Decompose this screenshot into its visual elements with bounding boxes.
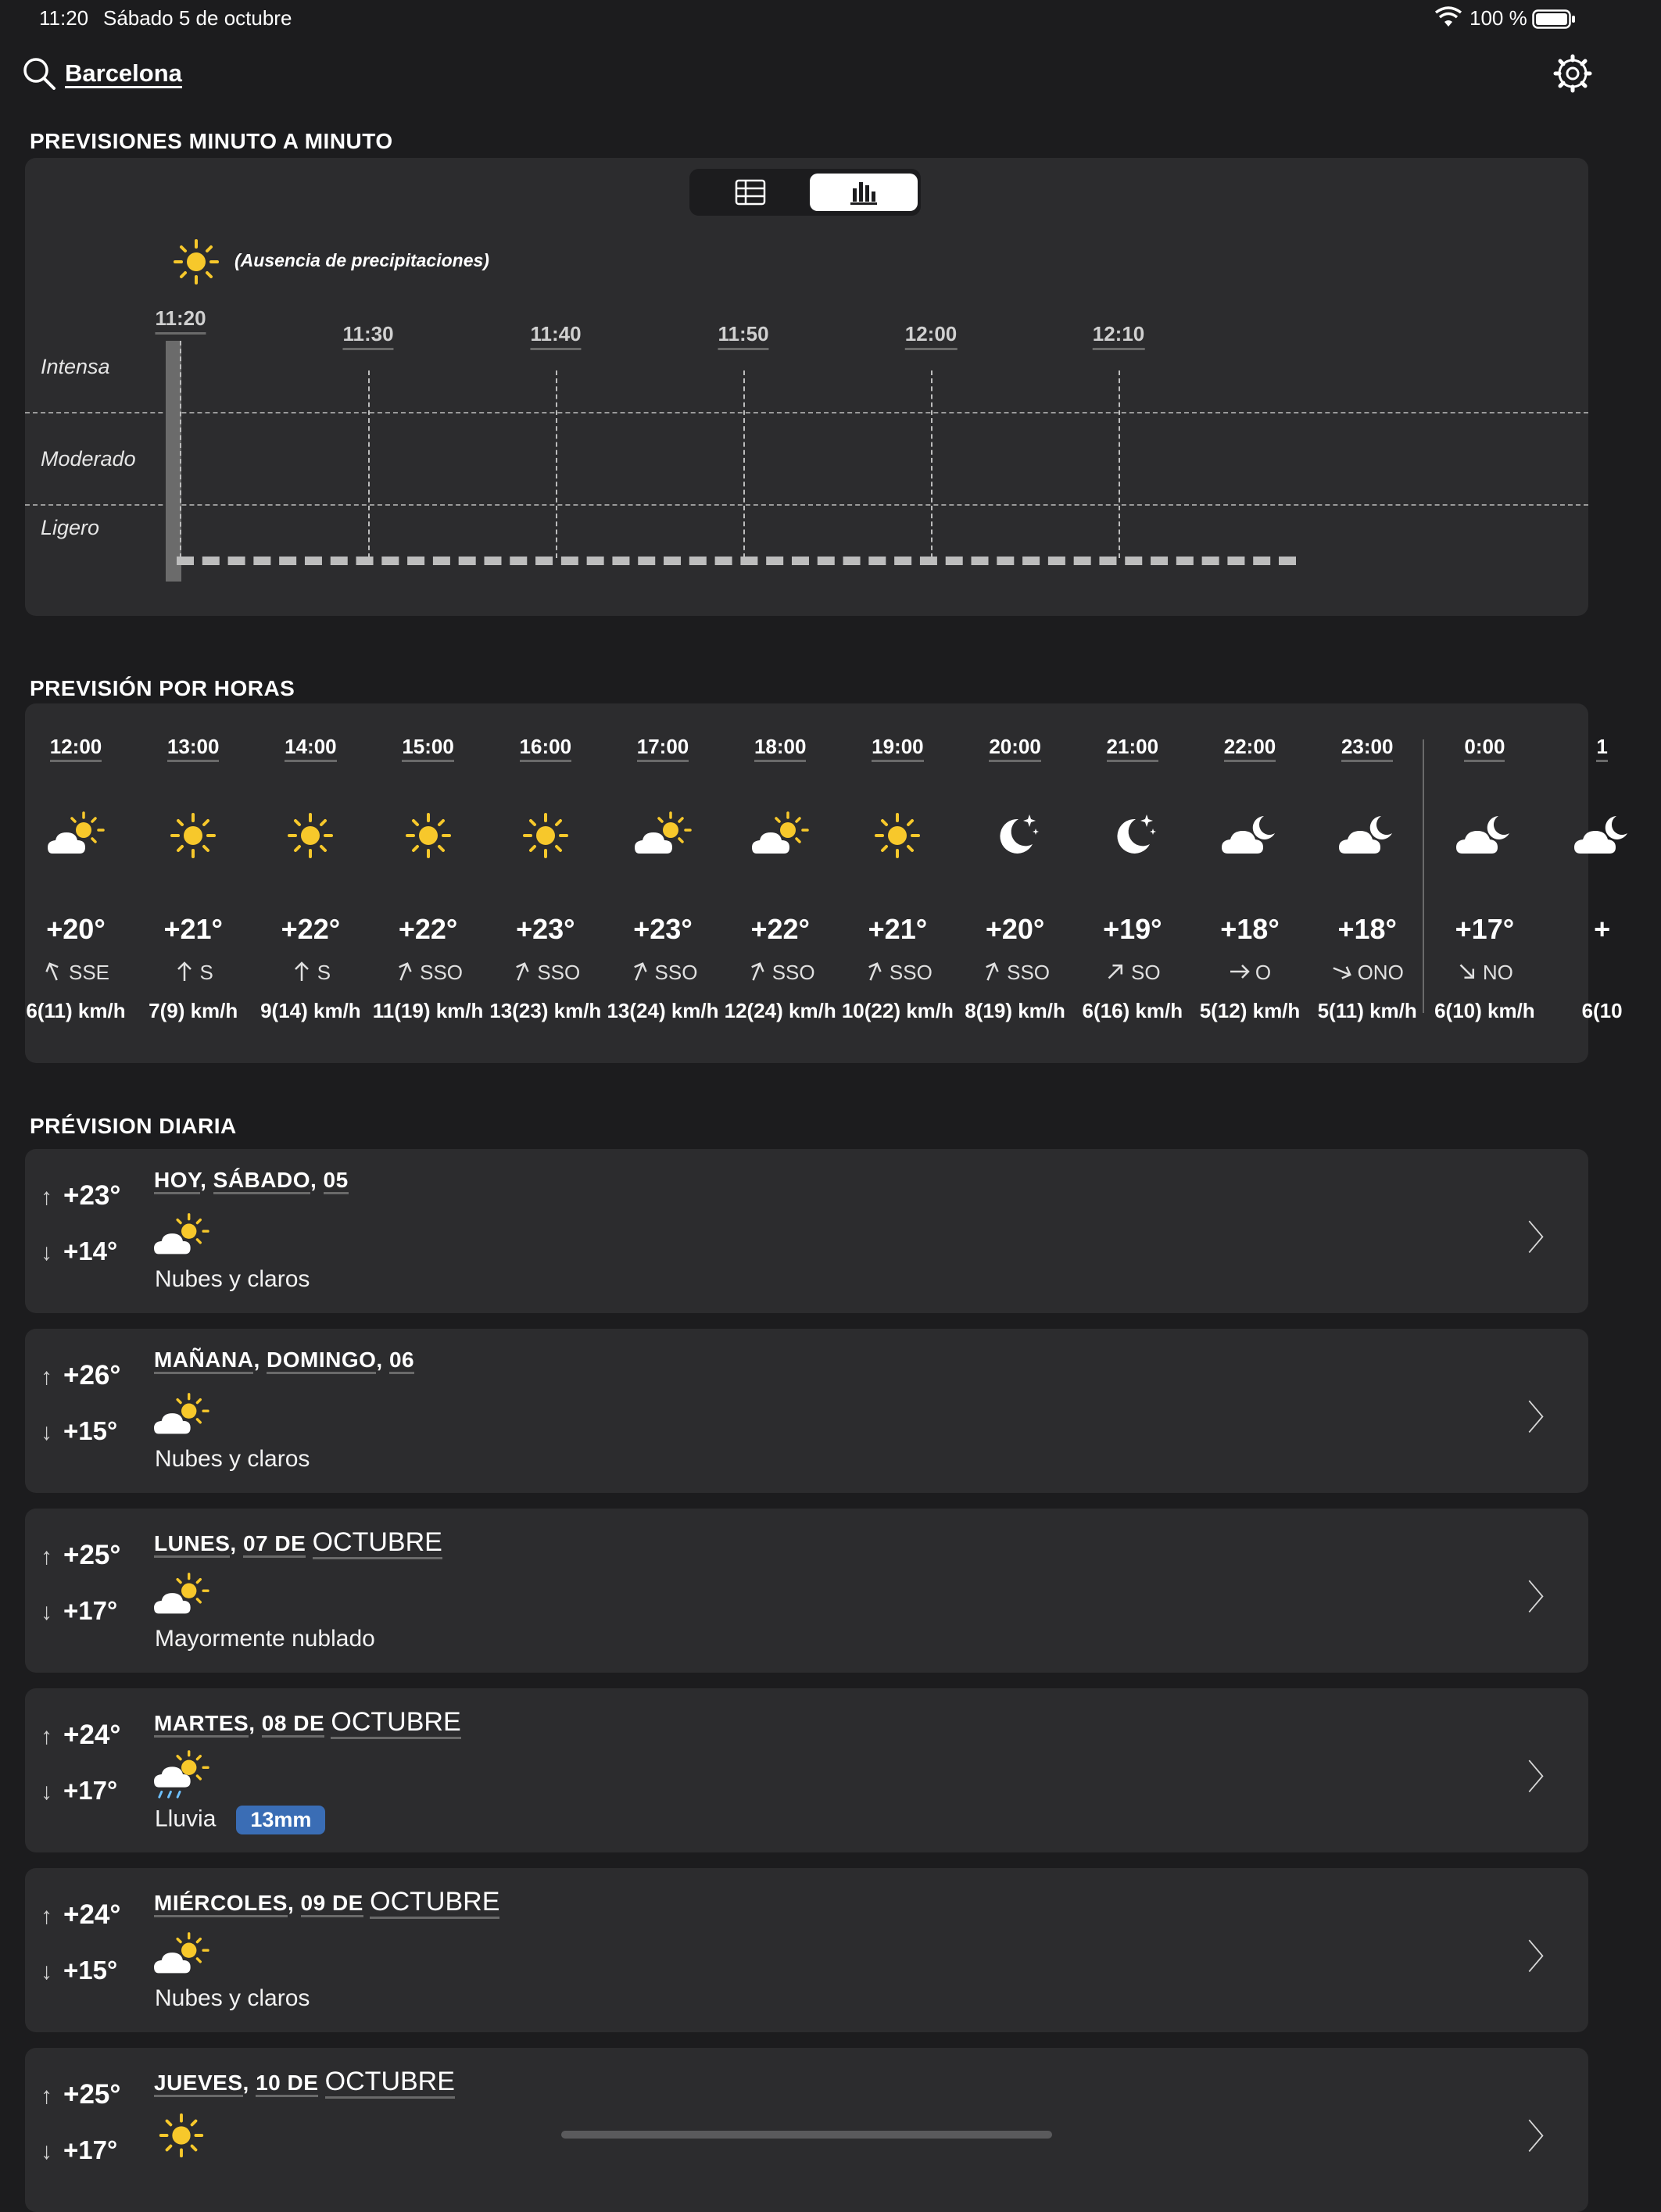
hour-temp: +22°	[398, 913, 458, 945]
hour-item	[1426, 735, 1543, 1022]
hour-temp: +20°	[46, 913, 106, 945]
weather-description: Mayormente nublado	[155, 1626, 375, 1652]
arrow-down-icon: ↓	[41, 1419, 52, 1445]
arrow-up-icon: ↑	[41, 1544, 52, 1570]
hour-time: 17:00	[637, 735, 689, 762]
hour-item	[1074, 735, 1191, 1022]
current-time-label: 11:20	[155, 306, 206, 335]
max-temp: ↑ +26°	[41, 1360, 121, 1391]
wind-arrow-icon	[393, 960, 415, 983]
wind-speed: 6(11) km/h	[26, 999, 126, 1022]
time-label: 11:30	[342, 322, 393, 350]
daily-forecast-row[interactable]	[25, 1329, 1588, 1493]
hour-temp: +17°	[1455, 913, 1515, 945]
hour-item	[957, 735, 1074, 1022]
min-temp: ↓ +15°	[41, 1956, 118, 1985]
date-label: 10 DE	[256, 2071, 318, 2097]
arrow-down-icon: ↓	[41, 2139, 52, 2164]
arrow-up-icon: ↑	[41, 1184, 52, 1210]
cloudy-night-icon	[1336, 808, 1398, 863]
wind-arrow-icon	[510, 960, 532, 983]
hour-item	[17, 735, 134, 1022]
min-temp: ↓ +17°	[41, 2135, 118, 2164]
wind-arrow-icon	[980, 960, 1002, 983]
day-label: MIÉRCOLES	[154, 1891, 288, 1917]
wind-speed: 10(22) km/h	[841, 999, 954, 1022]
time-label: 11:50	[718, 322, 768, 350]
hourly-section-title: PREVISIÓN POR HORAS	[30, 676, 295, 700]
hour-item	[487, 735, 604, 1022]
current-time-indicator	[166, 341, 181, 582]
hour-item	[134, 735, 252, 1022]
time-label: 12:00	[905, 322, 958, 350]
wind-arrow-icon	[1104, 960, 1126, 983]
arrow-down-icon: ↓	[41, 1959, 52, 1985]
hour-item	[604, 735, 721, 1022]
min-temp: ↓ +17°	[41, 1596, 118, 1625]
date-label: SÁBADO	[213, 1168, 310, 1194]
precipitation-note: (Ausencia de precipitaciones)	[234, 250, 489, 270]
wind-direction: S	[252, 960, 369, 985]
daily-section-title: PRÉVISION DIARIA	[30, 1114, 237, 1138]
day-number: 05	[324, 1168, 349, 1194]
moon-stars-icon	[984, 808, 1047, 863]
hour-time: 1	[1596, 735, 1607, 762]
hour-item	[252, 735, 369, 1022]
hour-item	[721, 735, 839, 1022]
arrow-up-icon: ↑	[41, 1903, 52, 1929]
weather-description: Lluvia	[155, 1806, 217, 1832]
chevron-right-icon[interactable]: 〉	[1527, 1579, 1562, 1617]
hour-time: 14:00	[285, 735, 337, 762]
wind-direction: S	[134, 960, 252, 985]
hour-temp: +23°	[516, 913, 575, 945]
precipitation-badge: 13mm	[236, 1806, 325, 1834]
hour-item	[1191, 735, 1308, 1022]
time-grid-line	[1119, 370, 1120, 558]
sun-icon	[165, 234, 227, 289]
hour-item	[1544, 735, 1661, 1022]
day-title: HOY, SÁBADO, 05	[154, 1168, 349, 1193]
hour-time: 0:00	[1464, 735, 1505, 762]
hour-item	[839, 735, 956, 1022]
max-temp: ↑ +25°	[41, 1540, 121, 1570]
min-temp: ↓ +14°	[41, 1237, 118, 1265]
wind-direction: O	[1191, 960, 1308, 985]
hour-temp: +22°	[281, 913, 341, 945]
table-icon	[735, 179, 766, 206]
month-label: OCTUBRE	[370, 1887, 499, 1919]
arrow-down-icon: ↓	[41, 1240, 52, 1265]
city-link[interactable]: Barcelona	[65, 59, 182, 87]
wind-arrow-icon	[746, 960, 768, 983]
date-label: 07 DE	[243, 1531, 306, 1558]
description-row	[155, 1446, 310, 1473]
hour-time: 16:00	[520, 735, 572, 762]
hour-temp: +	[1594, 913, 1611, 945]
hour-time: 12:00	[50, 735, 102, 762]
wind-arrow-icon	[863, 960, 885, 983]
grid-line	[25, 504, 1588, 506]
wind-direction: ONO	[1308, 960, 1426, 985]
day-title: JUEVES, 10 DE OCTUBRE	[154, 2067, 455, 2097]
min-temp: ↓ +17°	[41, 1776, 118, 1805]
minute-section-title: PREVISIONES MINUTO A MINUTO	[30, 129, 393, 153]
max-temp: ↑ +24°	[41, 1899, 121, 1930]
wind-speed: 9(14) km/h	[260, 999, 361, 1022]
hour-time: 23:00	[1341, 735, 1394, 762]
minute-chart-card	[25, 158, 1588, 616]
day-divider	[1423, 739, 1424, 1013]
search-icon[interactable]	[22, 56, 56, 95]
precipitation-baseline	[177, 557, 1296, 565]
wind-direction: NO	[1426, 960, 1543, 985]
sun-icon	[866, 808, 929, 863]
daily-forecast-row[interactable]	[25, 2048, 1588, 2212]
wind-speed: 5(11) km/h	[1317, 999, 1417, 1022]
arrow-up-icon: ↑	[41, 1723, 52, 1749]
partly-cloudy-day-icon	[632, 808, 694, 863]
hour-item	[1308, 735, 1426, 1022]
hour-time: 22:00	[1224, 735, 1276, 762]
arrow-down-icon: ↓	[41, 1779, 52, 1805]
sun-icon	[397, 808, 460, 863]
hour-temp: +21°	[163, 913, 223, 945]
hour-item	[370, 735, 487, 1022]
weather-description: Nubes y claros	[155, 1446, 310, 1472]
home-indicator	[561, 2131, 1052, 2139]
max-temp: ↑ +24°	[41, 1720, 121, 1750]
wind-speed: 5(12) km/h	[1199, 999, 1301, 1022]
battery-percent: 100 %	[1469, 6, 1527, 30]
view-toggle	[689, 169, 921, 216]
chevron-right-icon[interactable]: 〉	[1527, 1399, 1562, 1437]
rain-icon	[150, 1749, 213, 1802]
hour-temp: +19°	[1103, 913, 1162, 945]
description-row	[155, 1985, 310, 2012]
cloudy-night-icon	[1219, 808, 1281, 863]
wind-direction: SSO	[839, 960, 956, 985]
chevron-right-icon[interactable]: 〉	[1527, 1219, 1562, 1258]
date-label: 09 DE	[301, 1891, 363, 1917]
chart-view-button[interactable]	[810, 174, 918, 211]
time-grid-line	[180, 341, 181, 558]
wind-arrow-icon	[1456, 960, 1478, 983]
chevron-right-icon[interactable]: 〉	[1527, 2118, 1562, 2157]
wind-speed: 11(19) km/h	[372, 999, 484, 1022]
wind-direction: SSO	[957, 960, 1074, 985]
hourly-forecast-strip[interactable]	[25, 703, 1623, 1063]
wind-arrow-icon	[291, 960, 313, 983]
day-title: LUNES, 07 DE OCTUBRE	[154, 1527, 442, 1558]
level-label: Moderado	[41, 447, 136, 471]
partly-cloudy-day-icon	[150, 1210, 213, 1263]
hour-temp: +22°	[750, 913, 810, 945]
wind-direction: SSO	[487, 960, 604, 985]
time-label: 11:40	[530, 322, 581, 350]
sun-icon	[150, 2109, 213, 2162]
day-title: MIÉRCOLES, 09 DE OCTUBRE	[154, 1887, 499, 1917]
max-temp: ↑ +25°	[41, 2079, 121, 2110]
date-label: DOMINGO	[267, 1348, 376, 1374]
day-label: LUNES	[154, 1531, 230, 1558]
hour-time: 21:00	[1107, 735, 1159, 762]
hour-temp: +20°	[985, 913, 1045, 945]
hour-time: 13:00	[167, 735, 220, 762]
hour-time: 18:00	[754, 735, 807, 762]
description-row	[155, 1806, 325, 1834]
arrow-down-icon: ↓	[41, 1599, 52, 1625]
wind-speed: 8(19) km/h	[965, 999, 1065, 1022]
wifi-icon	[1435, 8, 1462, 32]
partly-cloudy-day-icon	[150, 1570, 213, 1623]
hour-temp: +23°	[633, 913, 693, 945]
month-label: OCTUBRE	[331, 1707, 460, 1739]
day-label: MARTES	[154, 1711, 249, 1738]
wind-speed: 13(23) km/h	[489, 999, 602, 1022]
hour-time: 19:00	[872, 735, 924, 762]
hour-temp: +21°	[868, 913, 928, 945]
chevron-right-icon[interactable]: 〉	[1527, 1938, 1562, 1977]
min-temp: ↓ +15°	[41, 1416, 118, 1445]
description-row	[155, 1266, 310, 1293]
wind-arrow-icon	[1229, 960, 1251, 983]
description-row	[155, 1626, 375, 1652]
day-title: MARTES, 08 DE OCTUBRE	[154, 1707, 461, 1738]
month-label: OCTUBRE	[313, 1527, 442, 1559]
day-label: JUEVES	[154, 2071, 243, 2097]
weather-description: Nubes y claros	[155, 1266, 310, 1292]
table-view-button[interactable]	[694, 174, 804, 211]
day-number: 06	[389, 1348, 414, 1374]
time-grid-line	[368, 370, 370, 558]
wind-speed: 12(24) km/h	[724, 999, 836, 1022]
wind-arrow-icon	[42, 960, 64, 983]
hour-temp: +18°	[1337, 913, 1397, 945]
daily-forecast-row[interactable]	[25, 1688, 1588, 1852]
day-title: MAÑANA, DOMINGO, 06	[154, 1348, 414, 1373]
wind-direction: SO	[1074, 960, 1191, 985]
battery-icon	[1532, 9, 1576, 34]
time-label: 12:10	[1093, 322, 1145, 350]
chevron-right-icon[interactable]: 〉	[1527, 1759, 1562, 1797]
arrow-up-icon: ↑	[41, 1364, 52, 1390]
wind-direction: SSO	[370, 960, 487, 985]
cloudy-night-icon	[1453, 808, 1516, 863]
wind-speed: 6(16) km/h	[1082, 999, 1183, 1022]
level-label: Intensa	[41, 355, 110, 378]
wind-arrow-icon	[1331, 960, 1353, 983]
hour-temp: +18°	[1220, 913, 1280, 945]
cloudy-night-icon	[1571, 808, 1634, 863]
wind-speed: 7(9) km/h	[149, 999, 238, 1022]
max-temp: ↑ +23°	[41, 1180, 121, 1211]
status-date: Sábado 5 de octubre	[103, 6, 292, 30]
time-grid-line	[556, 370, 557, 558]
partly-cloudy-day-icon	[150, 1929, 213, 1982]
arrow-up-icon: ↑	[41, 2083, 52, 2109]
hour-time: 20:00	[989, 735, 1041, 762]
wind-direction: SSO	[721, 960, 839, 985]
wind-direction: SSO	[604, 960, 721, 985]
status-time: 11:20	[39, 6, 89, 30]
wind-direction: SSE	[17, 960, 134, 985]
level-label: Ligero	[41, 516, 100, 539]
weather-description: Nubes y claros	[155, 1985, 310, 2011]
wind-speed: 6(10) km/h	[1434, 999, 1535, 1022]
wind-arrow-icon	[174, 960, 195, 983]
month-label: OCTUBRE	[325, 2067, 455, 2099]
partly-cloudy-day-icon	[150, 1390, 213, 1443]
day-label: HOY	[154, 1168, 200, 1194]
partly-cloudy-day-icon	[749, 808, 811, 863]
wind-speed: 13(24) km/h	[607, 999, 719, 1022]
time-grid-line	[931, 370, 933, 558]
sun-icon	[162, 808, 224, 863]
daily-forecast-row[interactable]	[25, 1868, 1588, 2032]
grid-line	[25, 412, 1588, 413]
time-grid-line	[743, 370, 745, 558]
daily-forecast-row[interactable]	[25, 1509, 1588, 1673]
sun-icon	[279, 808, 342, 863]
daily-forecast-row[interactable]	[25, 1149, 1588, 1313]
date-label: 08 DE	[262, 1711, 324, 1738]
wind-speed: 6(10	[1581, 999, 1623, 1022]
moon-stars-icon	[1101, 808, 1164, 863]
bar-chart-icon	[850, 179, 878, 206]
day-label: MAÑANA	[154, 1348, 253, 1374]
hour-time: 15:00	[402, 735, 454, 762]
partly-cloudy-day-icon	[45, 808, 107, 863]
sun-icon	[514, 808, 577, 863]
wind-arrow-icon	[628, 960, 650, 983]
settings-gear-icon[interactable]	[1554, 55, 1591, 96]
